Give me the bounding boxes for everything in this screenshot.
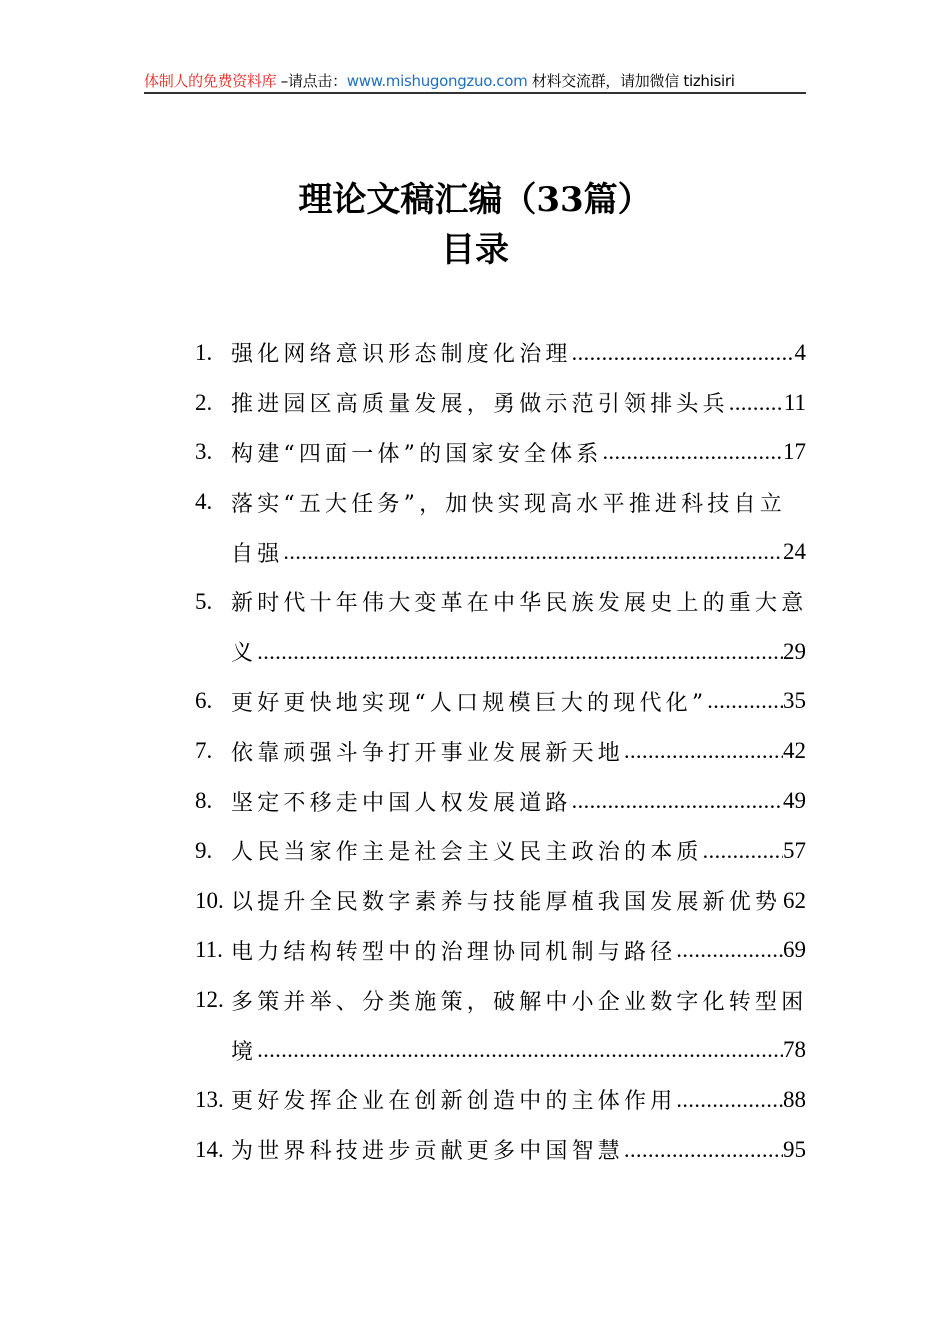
site-name: 体制人的免费资料库 xyxy=(144,72,277,90)
table-of-contents xyxy=(195,328,806,1175)
dot-leader xyxy=(572,788,783,814)
entry-title: 坚定不移走中国人权发展道路 xyxy=(231,790,572,816)
entry-title: 电力结构转型中的治理协同机制与路径 xyxy=(231,939,677,965)
toc-entry-line[interactable] xyxy=(195,975,806,1025)
header-rule xyxy=(144,92,806,94)
entry-number: 14. xyxy=(195,1136,224,1162)
toc-entry-line[interactable] xyxy=(195,677,806,727)
header-tail: 材料交流群，请加微信 tizhisiri xyxy=(531,72,735,90)
entry-title: 人民当家作主是社会主义民主政治的本质 xyxy=(231,840,703,866)
toc-entry-line[interactable] xyxy=(195,627,806,677)
toc-entry-line[interactable] xyxy=(195,1025,806,1075)
entry-title: 强化网络意识形态制度化治理 xyxy=(231,342,572,368)
site-url-link[interactable]: www.mishugongzuo.com xyxy=(346,72,528,90)
entry-title: 为世界科技进步贡献更多中国智慧 xyxy=(231,1139,625,1165)
entry-title: 落实“五大任务”，加快实现高水平推进科技自立 xyxy=(231,491,786,517)
entry-title: 更好更快地实现“人口规模巨大的现代化” xyxy=(231,690,708,716)
entry-number: 3. xyxy=(195,439,213,465)
entry-title: 新时代十年伟大变革在中华民族发展史上的重大意 xyxy=(231,591,808,617)
entry-number: 13. xyxy=(195,1086,224,1112)
toc-entry-line[interactable] xyxy=(195,477,806,527)
toc-entry-line[interactable] xyxy=(195,378,806,428)
toc-entry-line[interactable] xyxy=(195,926,806,976)
entry-number: 5. xyxy=(195,588,213,614)
entry-number: 9. xyxy=(195,837,213,863)
page-header xyxy=(144,70,806,91)
dot-leader xyxy=(257,1037,783,1063)
toc-entry-line[interactable] xyxy=(195,826,806,876)
entry-number: 6. xyxy=(195,688,213,714)
entry-page-number: 49 xyxy=(783,788,806,814)
entry-page-number: 17 xyxy=(783,439,806,465)
dot-leader xyxy=(707,688,783,714)
entry-title: 多策并举、分类施策，破解中小企业数字化转型困 xyxy=(231,989,808,1015)
entry-number: 7. xyxy=(195,738,213,764)
entry-number: 12. xyxy=(195,987,224,1013)
entry-number: 4. xyxy=(195,489,213,515)
entry-page-number: 35 xyxy=(783,688,806,714)
entry-page-number: 42 xyxy=(783,738,806,764)
dot-leader xyxy=(624,738,783,764)
toc-entry-line[interactable] xyxy=(195,577,806,627)
entry-title: 构建“四面一体”的国家安全体系 xyxy=(231,441,603,467)
entry-number: 8. xyxy=(195,788,213,814)
entry-title: 以提升全民数字素养与技能厚植我国发展新优势 xyxy=(231,890,782,916)
entry-title: 依靠顽强斗争打开事业发展新天地 xyxy=(231,740,625,766)
document-title: 理论文稿汇编（33篇） xyxy=(298,180,652,220)
dot-leader xyxy=(703,838,783,864)
dot-leader xyxy=(603,439,784,465)
entry-title: 推进园区高质量发展，勇做示范引领排头兵 xyxy=(231,392,729,418)
toc-entry-line[interactable] xyxy=(195,1125,806,1175)
dot-leader xyxy=(624,1137,783,1163)
toc-entry-line[interactable] xyxy=(195,1075,806,1125)
dot-leader xyxy=(257,639,783,665)
dot-leader xyxy=(676,1087,783,1113)
dot-leader xyxy=(729,390,784,416)
entry-title: 更好发挥企业在创新创造中的主体作用 xyxy=(231,1089,677,1115)
entry-title: 境 xyxy=(231,1039,258,1065)
click-text: –请点击： xyxy=(280,72,347,90)
dot-leader xyxy=(572,340,795,366)
entry-page-number: 62 xyxy=(783,887,806,913)
entry-number: 11. xyxy=(195,937,223,963)
dot-leader xyxy=(283,539,783,565)
entry-page-number: 24 xyxy=(783,539,806,565)
entry-page-number: 69 xyxy=(783,937,806,963)
entry-page-number: 4 xyxy=(794,339,806,365)
entry-page-number: 88 xyxy=(783,1086,806,1112)
dot-leader xyxy=(676,937,783,963)
entry-title: 义 xyxy=(231,641,258,667)
entry-number: 2. xyxy=(195,389,213,415)
toc-entry-line[interactable] xyxy=(195,328,806,378)
entry-page-number: 95 xyxy=(783,1136,806,1162)
toc-entry-line[interactable] xyxy=(195,876,806,926)
entry-title: 自强 xyxy=(231,541,284,567)
toc-heading: 目录 xyxy=(441,230,509,270)
toc-entry-line[interactable] xyxy=(195,428,806,478)
toc-entry-line[interactable] xyxy=(195,776,806,826)
toc-entry-line[interactable] xyxy=(195,726,806,776)
entry-number: 1. xyxy=(195,339,213,365)
toc-entry-line[interactable] xyxy=(195,527,806,577)
entry-page-number: 57 xyxy=(783,837,806,863)
entry-number: 10. xyxy=(195,887,224,913)
entry-page-number: 29 xyxy=(783,638,806,664)
entry-page-number: 78 xyxy=(783,1037,806,1063)
entry-page-number: 11 xyxy=(783,389,806,415)
